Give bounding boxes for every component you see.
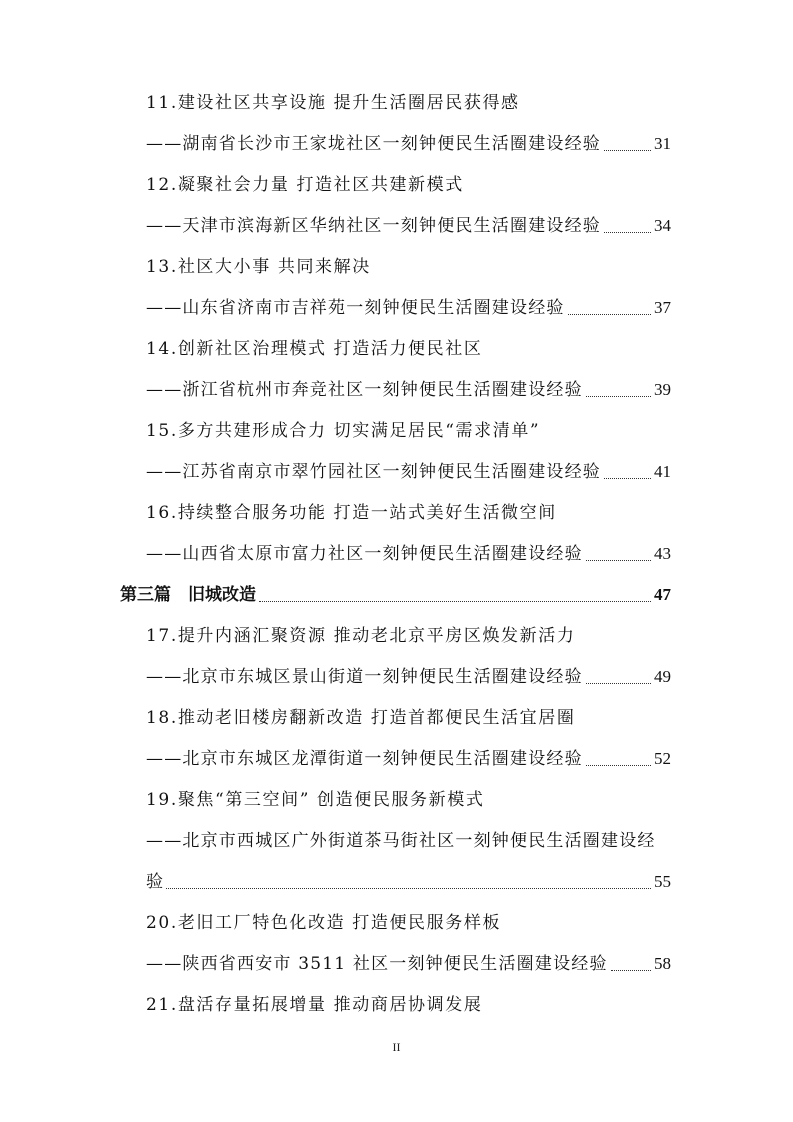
entry-subtitle-text: ——北京市东城区景山街道一刻钟便民生活圈建设经验 — [146, 667, 583, 687]
entry-title-text: 18.推动老旧楼房翻新改造 打造首都便民生活宜居圈 — [146, 708, 576, 728]
entry-title-text: 12.凝聚社会力量 打造社区共建新模式 — [146, 175, 464, 195]
dot-leader — [586, 683, 651, 684]
toc-entry-title[interactable] — [146, 908, 671, 938]
toc-entry-title[interactable] — [146, 498, 671, 528]
toc-entry-subtitle[interactable] — [146, 949, 671, 979]
toc-entry-subtitle[interactable] — [146, 457, 671, 487]
entry-subtitle-text: ——江苏省南京市翠竹园社区一刻钟便民生活圈建设经验 — [146, 462, 601, 482]
page-footer-number: II — [392, 1040, 401, 1054]
toc-entry-title[interactable] — [146, 621, 671, 651]
toc-entry-subtitle[interactable] — [146, 662, 671, 692]
toc-entry-subtitle[interactable] — [146, 211, 671, 241]
dot-leader — [586, 396, 651, 397]
toc-entry-subtitle-continued[interactable] — [146, 867, 671, 897]
entry-subtitle-text: ——山东省济南市吉祥苑一刻钟便民生活圈建设经验 — [146, 298, 565, 318]
page-number: 58 — [654, 954, 671, 973]
page-number: 43 — [654, 544, 671, 563]
entry-subtitle-text: 验 — [146, 872, 163, 892]
toc-entry-title[interactable] — [146, 990, 671, 1020]
entry-title-text: 19.聚焦“第三空间” 创造便民服务新模式 — [146, 790, 485, 810]
dot-leader — [166, 888, 651, 889]
toc-entry-title[interactable] — [146, 785, 671, 815]
dot-leader — [604, 478, 651, 479]
entry-subtitle-text: ——山西省太原市富力社区一刻钟便民生活圈建设经验 — [146, 544, 583, 564]
page-number: 55 — [654, 872, 671, 891]
entry-title-text: 16.持续整合服务功能 打造一站式美好生活微空间 — [146, 503, 557, 523]
page-number: 31 — [654, 134, 671, 153]
dot-leader — [586, 560, 651, 561]
dot-leader — [568, 314, 651, 315]
dot-leader — [604, 150, 651, 151]
entry-subtitle-text: ——北京市西城区广外街道茶马街社区一刻钟便民生活圈建设经 — [146, 831, 656, 851]
dot-leader — [611, 970, 651, 971]
toc-entry-subtitle[interactable] — [146, 744, 671, 774]
toc-entry-title[interactable] — [146, 252, 671, 282]
entry-title-text: 20.老旧工厂特色化改造 打造便民服务样板 — [146, 913, 502, 933]
entry-subtitle-text: ——浙江省杭州市奔竞社区一刻钟便民生活圈建设经验 — [146, 380, 583, 400]
toc-entry-title[interactable] — [146, 416, 671, 446]
entry-title-text: 14.创新社区治理模式 打造活力便民社区 — [146, 339, 483, 359]
entry-title-text: 21.盘活存量拓展增量 推动商居协调发展 — [146, 995, 483, 1015]
entry-subtitle-text: ——湖南省长沙市王家垅社区一刻钟便民生活圈建设经验 — [146, 134, 601, 154]
entry-subtitle-text: ——天津市滨海新区华纳社区一刻钟便民生活圈建设经验 — [146, 216, 601, 236]
toc-entry-title[interactable] — [146, 170, 671, 200]
toc-section-heading[interactable] — [120, 580, 671, 610]
entry-title-text: 17.提升内涵汇聚资源 推动老北京平房区焕发新活力 — [146, 626, 576, 646]
page-number: 41 — [654, 462, 671, 481]
toc-entry-title[interactable] — [146, 703, 671, 733]
toc-entry-subtitle[interactable] — [146, 826, 671, 856]
dot-leader — [586, 765, 651, 766]
section-title-text: 第三篇 旧城改造 — [120, 585, 256, 605]
toc-entry-subtitle[interactable] — [146, 293, 671, 323]
toc-entry-subtitle[interactable] — [146, 375, 671, 405]
entry-title-text: 11.建设社区共享设施 提升生活圈居民获得感 — [146, 93, 520, 113]
page-number: 49 — [654, 667, 671, 686]
entry-subtitle-text: ——陕西省西安市 3511 社区一刻钟便民生活圈建设经验 — [146, 954, 608, 974]
toc-entry-title[interactable] — [146, 334, 671, 364]
entry-subtitle-text: ——北京市东城区龙潭街道一刻钟便民生活圈建设经验 — [146, 749, 583, 769]
toc-entry-subtitle[interactable] — [146, 129, 671, 159]
page-number: 52 — [654, 749, 671, 768]
dot-leader — [604, 232, 651, 233]
entry-title-text: 15.多方共建形成合力 切实满足居民“需求清单” — [146, 421, 541, 441]
entry-title-text: 13.社区大小事 共同来解决 — [146, 257, 371, 277]
toc-entry-subtitle[interactable] — [146, 539, 671, 569]
toc-entry-title[interactable] — [146, 88, 671, 118]
dot-leader — [259, 601, 651, 602]
page-number: 39 — [654, 380, 671, 399]
page-number: 47 — [654, 585, 671, 604]
page-number: 34 — [654, 216, 671, 235]
page-number: 37 — [654, 298, 671, 317]
